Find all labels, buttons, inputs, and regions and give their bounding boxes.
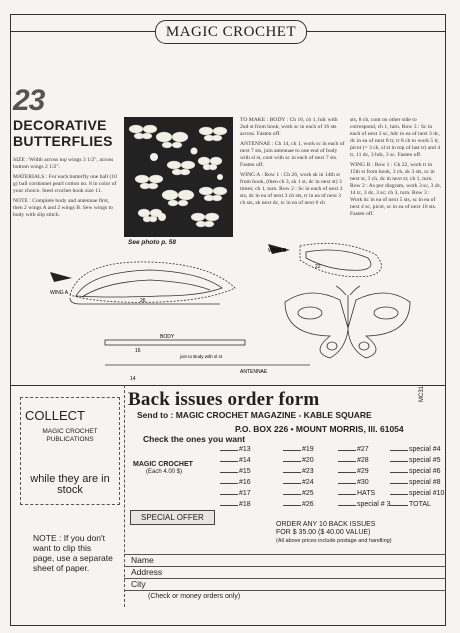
wing-b-label: WING B bbox=[268, 248, 287, 254]
issue-checkbox[interactable]: #24 bbox=[283, 479, 314, 486]
issue-checkbox[interactable]: #30 bbox=[338, 479, 369, 486]
pattern-number: 23 bbox=[13, 84, 45, 117]
special-offer-badge: SPECIAL OFFER bbox=[130, 510, 215, 525]
magazine-title: MAGIC CROCHET bbox=[155, 20, 307, 44]
body-count: 16 bbox=[135, 348, 141, 354]
send-to: Send to : MAGIC CROCHET MAGAZINE - KABLE SQUARE bbox=[137, 410, 372, 420]
wing-a-count: 26 bbox=[140, 298, 146, 304]
wing-a-label: WING A bbox=[50, 290, 69, 296]
address-field[interactable]: Address bbox=[131, 567, 163, 577]
order-form-title: Back issues order form bbox=[128, 389, 320, 410]
issue-checkbox[interactable]: #14 bbox=[220, 457, 251, 464]
collect-heading: COLLECT bbox=[25, 408, 85, 423]
total-field[interactable]: TOTAL bbox=[390, 501, 431, 508]
payment-note: (Check or money orders only) bbox=[148, 593, 241, 600]
issue-checkbox[interactable]: special #5 bbox=[390, 457, 441, 464]
issue-checkbox[interactable]: special # 3 bbox=[338, 501, 390, 508]
check-instruction: Check the ones you want bbox=[143, 434, 246, 444]
issue-checkbox[interactable]: special #10 bbox=[390, 490, 444, 497]
name-field[interactable]: Name bbox=[131, 555, 154, 565]
crochet-diagrams bbox=[10, 240, 446, 385]
issue-checkbox[interactable]: #26 bbox=[283, 501, 314, 508]
issue-checkbox[interactable]: #28 bbox=[338, 457, 369, 464]
body-label: BODY bbox=[160, 334, 175, 340]
collect-sub: MAGIC CROCHET PUBLICATIONS bbox=[42, 428, 98, 443]
intro-text: SIZE : Width across top wings 3 1/2", across bottom wings 2 1/2". MATERIALS : For each butterfly one ball (10 g) ball cordonnet pearl cotton no. 8 in color of your choice. Steel crochet hook size 11. NOTE : Complete body and antennae first, then 2 wings A and 2 wings B. Sew wings to body with slip stitch. bbox=[13, 157, 117, 218]
instructions-col2: TO MAKE : BODY : Ch 16, ch 1, hdc with 2nd st from hook, work sc in each of 16 sts across. Fasten off. ANTENNAE : Ch 14, ch 1, work sc in each of next 7 sts, join antennae to one end of body with sl st, cont with sc in each of next 7 sts. Fasten off. WING A : Row 1 : Ch 26, work sk in 14th st from hook, (then ch 3, sk 1 st, dc in next st) 3 times; ch 1, turn. Row 2 : Sc in each of next 3 sts, dc in ea of next 3 ch sts, tr in ea of next 3 ch sts, sk next dc, tc in ea of next 6 ch bbox=[240, 117, 345, 206]
issue-checkbox[interactable]: #27 bbox=[338, 446, 369, 453]
photo-caption: See photo p. 58 bbox=[128, 239, 177, 246]
issue-checkbox[interactable]: #18 bbox=[220, 501, 251, 508]
issue-checkbox[interactable]: #25 bbox=[283, 490, 314, 497]
clip-note: NOTE : If you don't want to clip this page, use a separate sheet of paper. bbox=[33, 533, 113, 573]
send-address: P.O. BOX 226 • MOUNT MORRIS, Ill. 61054 bbox=[235, 424, 404, 434]
form-code: MC31 bbox=[419, 385, 425, 402]
issue-checkbox[interactable]: #15 bbox=[220, 468, 251, 475]
header-rule bbox=[10, 31, 155, 32]
pattern-title: DECORATIVE BUTTERFLIES bbox=[13, 117, 113, 149]
antennae-label: ANTENNAE bbox=[240, 369, 268, 375]
instructions-col3: sts, 8 ch, cont on other side to correspond, ch 1, turn. Row 3 : Sc in each of next 3 sc, hdc in ea of next 3 dc, dc in ea of next 8 tr, tr 8 ch to work 5 tr, picot (= 3 ch, sl st in top of last tr) and 4 tr, 11 dc, 3 hdc, 3 sc. Fasten off. WING B : Row 1 : Ch 22, work tr in 15th st from hook, 3 ch, sk 3 sts, sc in next st, 3 ch, dc in next st; ch 1, turn. Row 2 : As per diagram, work 3 sc, 3 dc, 14 tc, 3 dc, 3 sc; ch 3, turn. Row 3 : Work dc in ea of next 5 sts, sc in ea of next 4 sc, picot, sc in ea of next 16 sts. Fasten off. bbox=[350, 117, 442, 217]
cut-line bbox=[124, 385, 125, 607]
issue-checkbox[interactable]: special #6 bbox=[390, 468, 441, 475]
city-field[interactable]: City bbox=[131, 579, 146, 589]
offer-text: ORDER ANY 10 BACK ISSUES FOR $ 35.00 ($ 40.00 VALUE) (All above prices include postage and handling) bbox=[276, 521, 392, 544]
issue-checkbox[interactable]: #16 bbox=[220, 479, 251, 486]
issue-checkbox[interactable]: #29 bbox=[338, 468, 369, 475]
mc-label: MAGIC CROCHET bbox=[133, 461, 193, 468]
order-separator bbox=[10, 385, 446, 386]
photo-butterflies bbox=[124, 117, 233, 237]
issue-checkbox[interactable]: #23 bbox=[283, 468, 314, 475]
collect-stock: while they are in stock bbox=[30, 473, 110, 496]
issue-checkbox[interactable]: #17 bbox=[220, 490, 251, 497]
issue-checkbox[interactable]: #19 bbox=[283, 446, 314, 453]
butterflies-photo bbox=[124, 117, 233, 237]
issue-checkbox[interactable]: HATS bbox=[338, 490, 375, 497]
mc-price: (Each 4.00 $) bbox=[146, 469, 183, 475]
antennae-count: 14 bbox=[130, 376, 136, 382]
issue-checkbox[interactable]: #20 bbox=[283, 457, 314, 464]
header-rule-right bbox=[305, 31, 446, 32]
issue-checkbox[interactable]: #13 bbox=[220, 446, 251, 453]
issue-checkbox[interactable]: special #8 bbox=[390, 479, 441, 486]
issue-checkbox[interactable]: special #4 bbox=[390, 446, 441, 453]
join-label: join to Body with sl st bbox=[180, 354, 223, 359]
wing-b-count: 22 bbox=[315, 264, 321, 270]
